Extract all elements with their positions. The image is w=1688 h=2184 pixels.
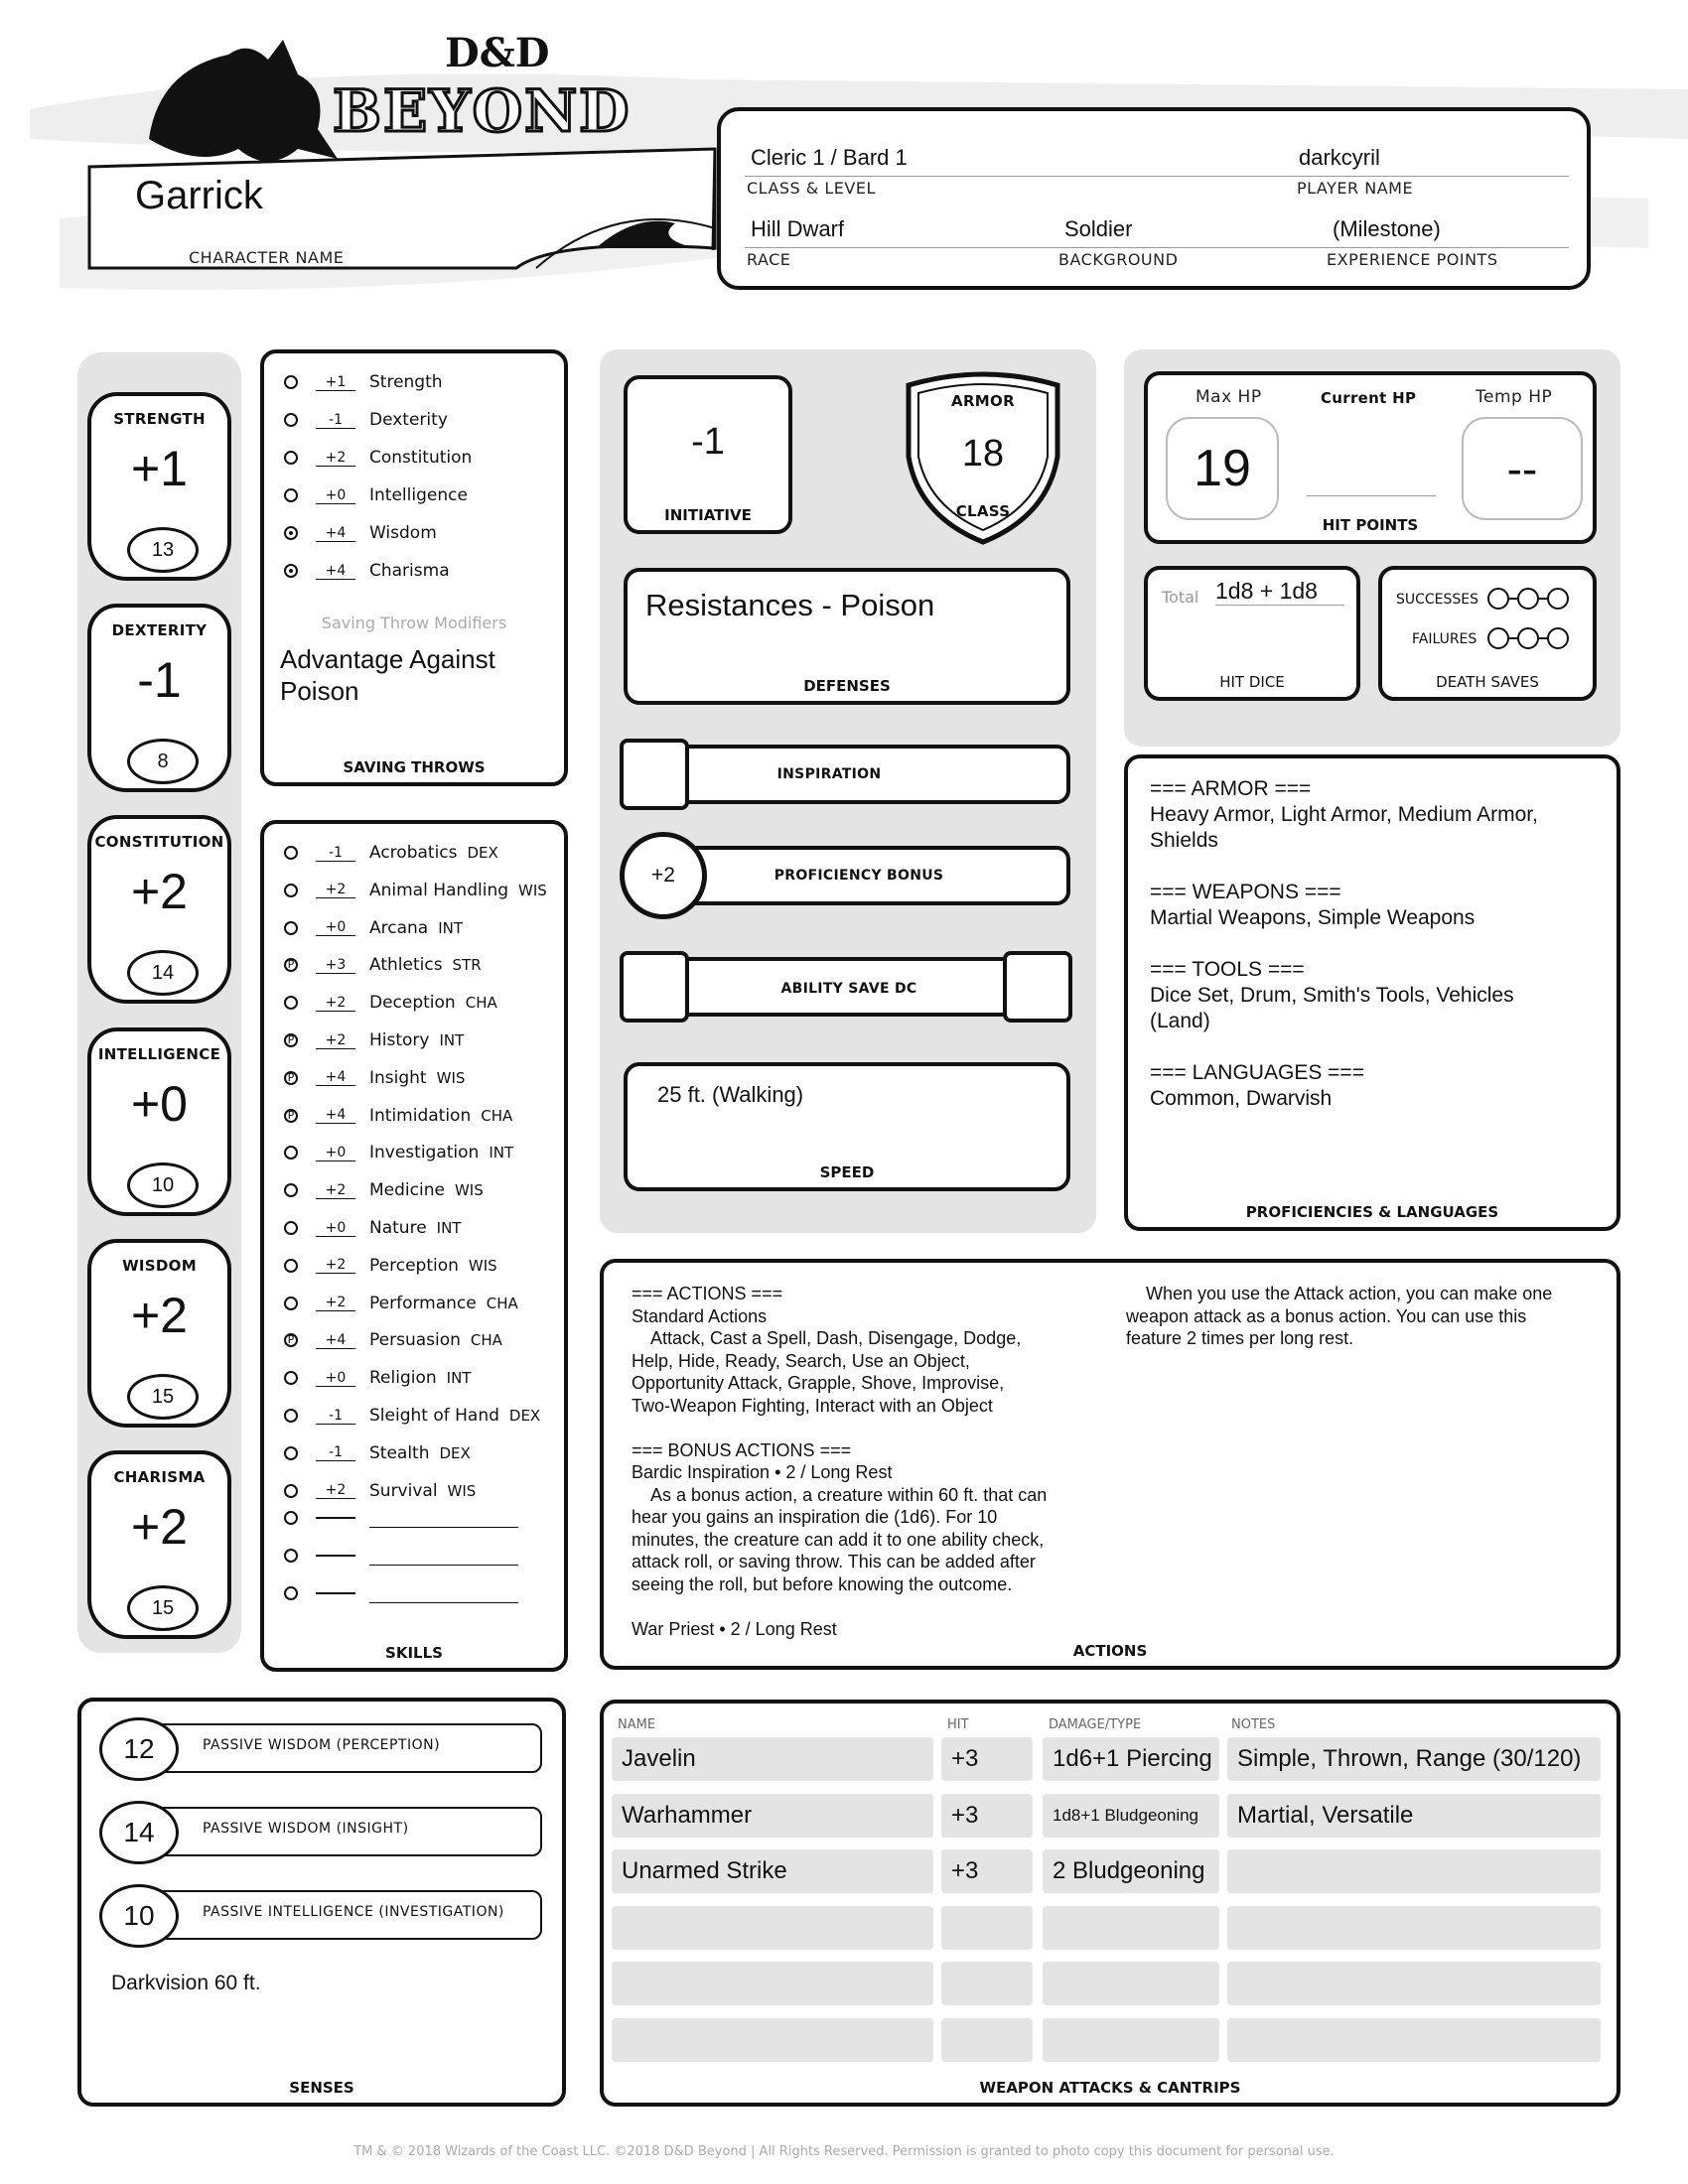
inspiration-checkbox[interactable] [620,739,689,810]
ability-modifier: +2 [130,1499,188,1555]
weapon-header-damage: DAMAGE/TYPE [1049,1717,1142,1732]
footer-copyright: TM & © 2018 Wizards of the Coast LLC. ©2018 D&D Beyond | All Rights Reserved. Permission is granted to photo copy this document for personal use. [353,2144,1335,2159]
weapon-header-name: NAME [618,1717,656,1732]
skill-name-line [369,1547,518,1566]
skill-name: Arcana [369,917,429,938]
hit-dice-value[interactable]: 1d8 + 1d8 [1215,578,1344,606]
skill-modifier: +0 [316,1145,355,1161]
save-modifier: +1 [316,374,355,391]
beyond-logo: BEYOND [333,77,632,145]
inspiration-label: INSPIRATION [776,766,882,782]
save-modifier: +2 [316,450,355,467]
skill-ability: DEX [467,844,498,862]
skill-row[interactable] [284,1063,465,1093]
weapon-name[interactable]: Javelin [612,1737,933,1781]
skill-name: Performance [369,1293,477,1313]
skill-row[interactable] [284,1438,471,1468]
defenses-label: DEFENSES [803,677,891,695]
proficiency-line [1150,854,1538,880]
defenses-text: Resistances - Poison [645,588,935,622]
ability-score: 15 [127,1585,199,1631]
weapon-notes[interactable]: Simple, Thrown, Range (30/120) [1227,1737,1601,1781]
saving-throw-modifiers-line: Advantage Against [280,644,495,674]
skill-modifier: +0 [316,1220,355,1237]
skill-ability: CHA [486,1294,518,1312]
death-save-failure-circle[interactable] [1487,627,1509,649]
proficiency-line: Dice Set, Drum, Smith's Tools, Vehicles [1150,984,1514,1007]
ability-score: 10 [127,1162,199,1208]
ability-score: 14 [127,950,199,996]
failures-label: FAILURES [1412,631,1477,647]
proficiency-dot[interactable] [284,846,298,860]
skill-modifier: +4 [316,1069,355,1086]
weapon-damage[interactable] [1043,1906,1219,1950]
speed-box[interactable] [624,1062,1070,1191]
action-line: minutes, the creature can add it to one ability check, [632,1529,1045,1550]
saving-throw-modifiers-text[interactable] [280,643,495,707]
passive-investigation[interactable] [99,1884,536,1946]
ability-modifier: +2 [130,864,188,919]
action-line: hear you gains an inspiration die (1d6). For 10 [632,1507,998,1527]
passive-insight[interactable] [99,1801,536,1862]
initiative-value: -1 [691,421,725,463]
action-line: === BONUS ACTIONS === [632,1439,852,1460]
skill-ability: CHA [465,994,497,1013]
weapon-notes[interactable] [1227,2018,1601,2062]
player-name[interactable]: darkcyril [1299,145,1380,170]
action-line: As a bonus action, a creature within 60 ft. that can [632,1484,1048,1505]
actions-title: ACTIONS [1072,1642,1148,1660]
hit-dice-label: HIT DICE [1219,673,1285,691]
proficiency-dot[interactable]: P [284,1071,298,1085]
skill-ability: WIS [454,1181,484,1200]
proficiency-dot[interactable] [284,375,298,389]
skill-ability: INT [438,918,464,937]
dragon-icon [149,40,338,162]
ability-charisma[interactable] [87,1450,231,1639]
skill-row-blank[interactable] [284,1578,518,1608]
proficiency-line: Common, Dwarvish [1150,1087,1333,1110]
proficiency-dot[interactable] [284,1409,298,1423]
weapon-damage[interactable]: 2 Bludgeoning [1043,1849,1219,1893]
skill-name: Religion [369,1368,437,1389]
skill-row[interactable] [284,950,482,980]
proficiency-line: (Land) [1150,1010,1210,1032]
character-name-label: CHARACTER NAME [189,248,345,267]
skill-name: Deception [369,993,456,1014]
weapon-hit[interactable]: +3 [941,1794,1033,1838]
skill-name: Nature [369,1218,427,1238]
hit-points-box [1144,371,1597,544]
failure-checkboxes[interactable] [1487,627,1569,649]
skill-ability: INT [489,1144,514,1162]
skill-name: Persuasion [369,1330,461,1351]
proficiency-dot[interactable] [284,996,298,1010]
action-line: Bardic Inspiration • 2 / Long Rest [632,1462,893,1482]
death-save-failure-circle[interactable] [1517,627,1539,649]
ability-modifier: +0 [130,1076,188,1132]
skill-name: Investigation [369,1143,480,1163]
proficiency-dot[interactable]: P [284,1033,298,1047]
proficiency-line: === ARMOR === [1150,777,1312,800]
success-checkboxes[interactable] [1487,588,1569,610]
ability-modifier: +1 [130,441,188,496]
hit-dice-total-label: Total [1162,588,1199,607]
hit-points-title: HIT POINTS [1322,516,1419,534]
skill-row[interactable] [284,1325,502,1355]
skill-name: Insight [369,1067,427,1088]
proficiency-dot[interactable] [284,413,298,427]
skill-modifier: -1 [316,1444,355,1461]
save-modifier: +0 [316,487,355,504]
save-name: Constitution [369,448,473,468]
speed-label: SPEED [819,1163,875,1181]
proficiency-line: === TOOLS === [1150,958,1305,981]
proficiency-dot[interactable] [284,921,298,935]
skill-ability: INT [446,1369,472,1388]
skill-modifier [316,1555,355,1557]
passive-perception[interactable] [99,1717,536,1779]
action-line: When you use the Attack action, you can make one [1126,1284,1553,1303]
skill-modifier: -1 [316,845,355,862]
skill-modifier: +2 [316,1295,355,1311]
save-name: Wisdom [369,523,437,543]
weapon-damage[interactable] [1043,2018,1219,2062]
proficiency-dot[interactable] [284,884,298,897]
save-name: Dexterity [369,410,448,430]
weapon-name[interactable] [612,1962,933,2005]
action-line: Attack, Cast a Spell, Dash, Disengage, Dodge, [632,1328,1022,1348]
proficiency-line: Shields [1150,829,1218,852]
actions-box[interactable] [600,1259,1620,1670]
skill-modifier: +2 [316,1257,355,1274]
ability-modifier: +2 [130,1288,188,1343]
ability-scores-column [77,352,241,1653]
skill-ability: INT [439,1031,465,1049]
weapon-hit[interactable] [941,2018,1033,2062]
save-modifier: +4 [316,525,355,542]
ability-name: WISDOM [122,1257,197,1275]
sense-value: 14 [99,1801,179,1864]
weapon-damage[interactable]: 1d6+1 Piercing [1043,1737,1219,1781]
proficiency-dot[interactable]: P [284,1333,298,1347]
sense-label: PASSIVE INTELLIGENCE (INVESTIGATION) [203,1904,504,1920]
sense-label: PASSIVE WISDOM (PERCEPTION) [203,1737,441,1753]
ability-name: DEXTERITY [111,621,208,639]
weapon-name[interactable] [612,1906,933,1950]
armor-label: ARMOR [951,392,1015,410]
ability-save-dc-label: ABILITY SAVE DC [780,981,917,997]
skill-modifier: +2 [316,1182,355,1199]
death-saves-box [1378,566,1597,701]
skill-name-line [369,1584,518,1603]
class-level-label: CLASS & LEVEL [747,179,876,198]
weapon-notes[interactable]: Martial, Versatile [1227,1794,1601,1838]
skill-name: Stealth [369,1442,430,1463]
initiative-box[interactable] [624,375,792,534]
race-label: RACE [747,250,791,269]
skill-name: Animal Handling [369,880,509,900]
saving-throws-box [260,349,568,786]
proficiency-dot[interactable]: P [284,1109,298,1123]
skill-row[interactable] [284,1138,513,1167]
skill-modifier: +2 [316,995,355,1012]
skill-modifier [316,1592,355,1594]
skill-modifier: +3 [316,957,355,974]
ability-save-dc-left-cap [620,951,689,1023]
action-line [632,1595,1047,1618]
ability-wisdom[interactable] [87,1239,231,1428]
proficiency-dot[interactable] [284,1259,298,1273]
senses-box [77,1698,566,2107]
skill-row[interactable] [284,1025,464,1055]
proficiency-dot[interactable] [284,1511,298,1525]
weapon-attacks-box [600,1700,1620,2107]
death-saves-label: DEATH SAVES [1436,673,1539,691]
weapon-hit[interactable] [941,1962,1033,2005]
action-line: Opportunity Attack, Grapple, Shove, Improvise, [632,1373,1005,1393]
save-row-dexterity[interactable] [284,405,448,435]
weapon-header-hit: HIT [947,1717,969,1732]
skill-name: Sleight of Hand [369,1406,499,1426]
class-level[interactable]: Cleric 1 / Bard 1 [751,145,908,170]
proficiency-dot[interactable] [284,1183,298,1197]
proficiency-dot[interactable] [284,451,298,465]
ability-score: 13 [127,527,199,573]
proficiencies-languages-box[interactable] [1124,754,1620,1231]
saving-throws-title: SAVING THROWS [343,758,486,776]
proficiency-line: Heavy Armor, Light Armor, Medium Armor, [1150,803,1538,826]
actions-left-column [632,1283,1047,1640]
weapon-hit[interactable]: +3 [941,1737,1033,1781]
skill-row-blank[interactable] [284,1503,518,1533]
class-label: CLASS [955,502,1011,520]
action-line [632,1417,1047,1439]
save-row-charisma[interactable] [284,556,450,586]
skill-ability: DEX [508,1407,541,1425]
skill-row[interactable] [284,988,497,1018]
temp-hp-label: Temp HP [1476,387,1553,407]
proficiencies-text [1150,776,1538,1112]
saving-throw-modifiers-label: Saving Throw Modifiers [321,614,507,632]
save-name: Charisma [369,561,450,581]
skill-modifier [316,1517,355,1519]
save-modifier: -1 [316,412,355,429]
weapon-hit[interactable] [941,1906,1033,1950]
proficiency-line: === WEAPONS === [1150,881,1341,903]
ability-modifier: -1 [137,652,182,708]
action-line: seeing the roll, but before knowing the outcome. [632,1573,1013,1594]
save-modifier: +4 [316,563,355,580]
senses-notes[interactable]: Darkvision 60 ft. [111,1972,261,1994]
experience-points[interactable]: (Milestone) [1333,216,1441,241]
weapon-notes[interactable] [1227,1849,1601,1893]
skills-title: SKILLS [385,1644,443,1662]
skill-modifier: +4 [316,1332,355,1349]
sense-value: 12 [99,1717,179,1781]
experience-points-label: EXPERIENCE POINTS [1327,250,1498,269]
proficiency-line: Martial Weapons, Simple Weapons [1150,906,1476,929]
defenses-box[interactable] [624,568,1070,705]
proficiency-dot[interactable] [284,1297,298,1310]
skill-row[interactable] [284,1289,518,1318]
skill-ability: WIS [447,1481,477,1500]
proficiency-dot[interactable] [284,1586,298,1600]
skill-name: Perception [369,1255,459,1276]
proficiencies-title: PROFICIENCIES & LANGUAGES [1245,1203,1499,1221]
weapon-name[interactable]: Unarmed Strike [612,1849,933,1893]
skill-name: Intimidation [369,1105,472,1126]
weapon-header-notes: NOTES [1231,1717,1276,1732]
action-line: Help, Hide, Ready, Search, Use an Object, [632,1350,970,1371]
action-line: War Priest • 2 / Long Rest [632,1618,837,1639]
dnd-logo: D&D [445,30,550,76]
weapon-damage[interactable]: 1d8+1 Bludgeoning [1043,1794,1219,1838]
weapon-notes[interactable] [1227,1906,1601,1950]
skill-ability: CHA [481,1106,513,1125]
action-line: weapon attack as a bonus action. You can use this [1126,1305,1527,1326]
proficiency-dot[interactable] [284,1146,298,1160]
proficiency-dot[interactable] [284,1221,298,1235]
save-row-strength[interactable] [284,367,443,397]
skill-row[interactable] [284,913,463,943]
weapon-name[interactable]: Warhammer [612,1794,933,1838]
skill-name: History [369,1030,430,1050]
proficiency-dot[interactable] [284,1484,298,1498]
proficiency-dot[interactable] [284,1371,298,1385]
skill-ability: DEX [439,1443,471,1462]
action-line: feature 2 times per long rest. [1126,1328,1354,1348]
temp-hp-value[interactable]: -- [1462,417,1583,520]
max-hp-label: Max HP [1196,387,1262,407]
player-name-label: PLAYER NAME [1297,179,1414,198]
ability-strength[interactable] [87,392,231,581]
skill-row[interactable] [284,876,547,905]
death-save-success-circle[interactable] [1487,588,1509,610]
skill-row[interactable] [284,1401,540,1431]
senses-title: SENSES [289,2079,354,2097]
action-line: Two-Weapon Fighting, Interact with an Object [632,1395,993,1416]
ability-dexterity[interactable] [87,604,231,792]
skill-row[interactable] [284,838,498,868]
skill-row[interactable] [284,1175,484,1205]
save-row-constitution[interactable] [284,443,472,473]
weapon-hit[interactable]: +3 [941,1849,1033,1893]
skill-row[interactable] [284,1251,497,1281]
ability-constitution[interactable] [87,815,231,1004]
save-name: Intelligence [369,485,468,505]
death-save-success-circle[interactable] [1547,588,1569,610]
ability-name: INTELLIGENCE [97,1045,221,1063]
proficiency-dot[interactable] [284,1446,298,1460]
skill-name: Medicine [369,1180,445,1201]
ability-save-dc-right-cap [1003,951,1072,1023]
skill-ability: STR [452,956,482,975]
proficiency-dot[interactable] [284,564,298,578]
save-row-intelligence[interactable] [284,480,468,510]
skill-modifier: +2 [316,1482,355,1499]
skill-modifier: +0 [316,1370,355,1387]
skill-row[interactable] [284,1213,461,1243]
proficiency-dot[interactable] [284,526,298,540]
save-row-wisdom[interactable] [284,518,437,548]
saving-throw-modifiers-line: Poison [280,676,359,706]
proficiency-dot[interactable] [284,488,298,502]
proficiency-bonus-label: PROFICIENCY BONUS [774,868,944,884]
race[interactable]: Hill Dwarf [751,216,845,241]
skill-name-line [369,1509,518,1528]
skill-modifier: +2 [316,1032,355,1049]
character-name[interactable]: Garrick [135,174,263,217]
ability-score: 15 [127,1374,199,1420]
skill-name: Acrobatics [369,843,458,863]
skill-row[interactable] [284,1476,476,1506]
proficiency-dot[interactable]: P [284,958,298,972]
current-hp-label: Current HP [1321,389,1417,407]
proficiency-bonus-value: +2 [620,832,707,919]
skill-row-blank[interactable] [284,1541,518,1570]
skill-ability: WIS [468,1256,497,1275]
skill-name: Athletics [369,955,443,976]
save-name: Strength [369,372,443,392]
skill-name: Survival [369,1480,438,1501]
weapon-notes[interactable] [1227,1962,1601,2005]
ability-intelligence[interactable] [87,1027,231,1216]
ability-name: CHARISMA [113,1468,206,1486]
skill-ability: WIS [518,881,547,899]
skill-modifier: +2 [316,882,355,898]
proficiency-dot[interactable] [284,1549,298,1563]
skill-ability: CHA [470,1331,502,1350]
weapon-damage[interactable] [1043,1962,1219,2005]
ability-name: STRENGTH [113,410,206,428]
skill-row[interactable] [284,1363,471,1393]
ability-name: CONSTITUTION [94,833,224,851]
successes-label: SUCCESSES [1396,592,1479,608]
action-line: Standard Actions [632,1305,768,1326]
weapon-attacks-title: WEAPON ATTACKS & CANTRIPS [979,2079,1241,2097]
skill-ability: INT [436,1219,462,1237]
skill-modifier: -1 [316,1408,355,1425]
death-save-failure-circle[interactable] [1547,627,1569,649]
background-label: BACKGROUND [1058,250,1179,269]
skill-row[interactable] [284,1101,512,1131]
armor-class-value: 18 [961,433,1005,475]
initiative-label: INITIATIVE [664,506,752,524]
proficiency-line [1150,1034,1538,1060]
max-hp-value[interactable]: 19 [1166,417,1279,520]
proficiency-line: === LANGUAGES === [1150,1061,1364,1084]
weapon-name[interactable] [612,2018,933,2062]
skills-box [260,820,568,1672]
skill-modifier: +4 [316,1107,355,1124]
death-save-success-circle[interactable] [1517,588,1539,610]
current-hp-input[interactable] [1307,494,1436,496]
speed-value: 25 ft. (Walking) [657,1082,804,1107]
sense-value: 10 [99,1884,179,1948]
actions-right-column [1126,1283,1552,1350]
background[interactable]: Soldier [1064,216,1133,241]
hit-dice-box [1144,566,1360,701]
proficiency-line [1150,931,1538,957]
action-line: === ACTIONS === [632,1284,783,1303]
ability-score: 8 [127,739,199,784]
skill-ability: WIS [436,1068,466,1087]
sense-label: PASSIVE WISDOM (INSIGHT) [203,1821,409,1837]
skill-modifier: +0 [316,919,355,936]
action-line: attack roll, or saving throw. This can be added after [632,1552,1036,1571]
